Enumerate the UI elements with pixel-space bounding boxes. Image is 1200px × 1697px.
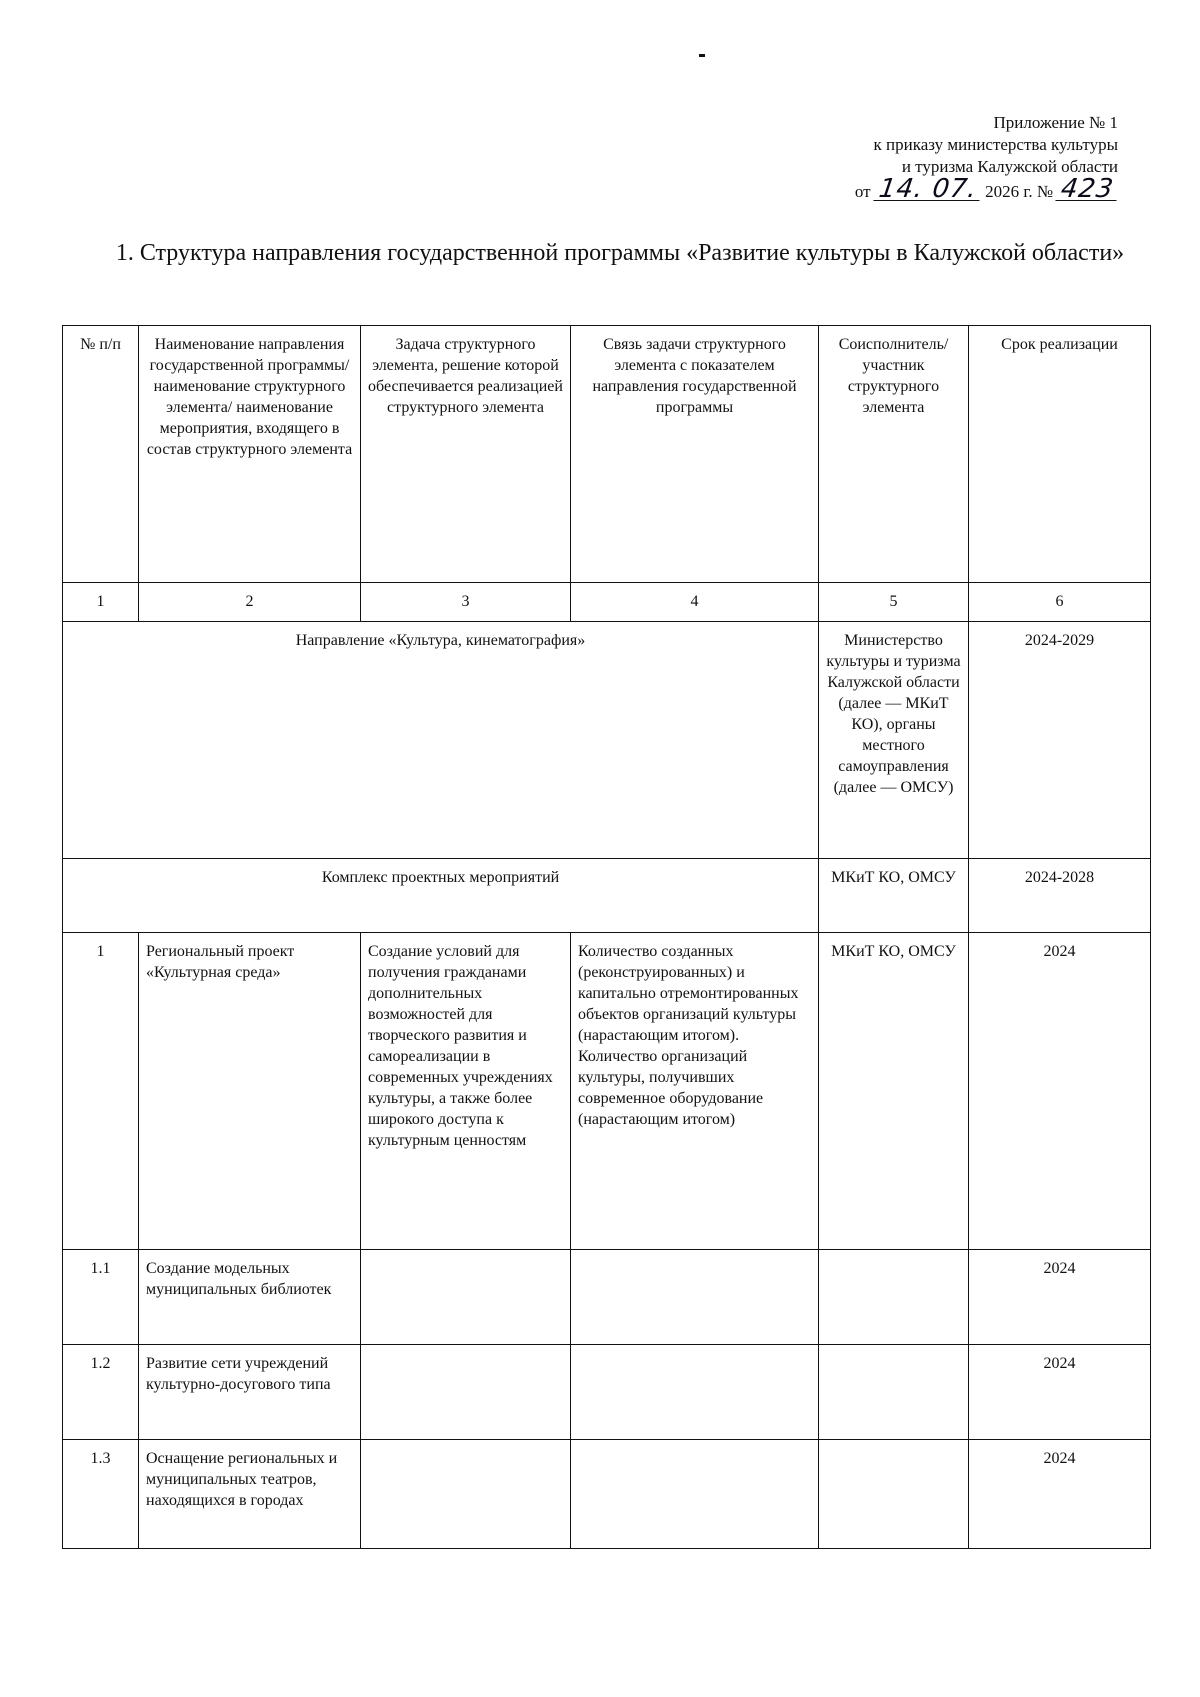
table-row [63, 1345, 1151, 1440]
complex-name: Комплекс проектных мероприятий [63, 859, 819, 933]
header-cell-link: Связь задачи структурного элемента с показателем направления государственной программы [571, 326, 819, 583]
appendix-date-line [698, 174, 1118, 204]
table-row [63, 1250, 1151, 1345]
header-cell-number: № п/п [63, 326, 139, 583]
column-number: 3 [361, 583, 571, 622]
row-executor [819, 1345, 969, 1440]
complex-row [63, 859, 1151, 933]
row-number: 1.3 [63, 1440, 139, 1549]
header-cell-executor: Соисполнитель/ участник структурного элемента [819, 326, 969, 583]
row-link [571, 1345, 819, 1440]
column-number: 5 [819, 583, 969, 622]
row-task [361, 1345, 571, 1440]
row-link [571, 1250, 819, 1345]
appendix-line-2: к приказу министерства культуры [873, 135, 1118, 154]
structure-table [62, 325, 1151, 1549]
direction-period: 2024-2029 [969, 622, 1151, 859]
header-cell-task: Задача структурного элемента, решение которой обеспечивается реализацией структурного элемента [361, 326, 571, 583]
row-task [361, 1250, 571, 1345]
row-period: 2024 [969, 1345, 1151, 1440]
column-number: 6 [969, 583, 1151, 622]
row-executor [819, 1250, 969, 1345]
row-task [361, 1440, 571, 1549]
appendix-block [698, 112, 1118, 203]
row-task: Создание условий для получения гражданами дополнительных возможностей для творческого развития и самореализации в современных учреждениях культуры, а также более широкого доступа к культурным ценностям [361, 933, 571, 1250]
column-number: 2 [139, 583, 361, 622]
row-link [571, 1440, 819, 1549]
table-row [63, 933, 1151, 1250]
appendix-line-3: и туризма Калужской области [901, 157, 1118, 176]
handwritten-number: 423 [1056, 178, 1120, 201]
row-period: 2024 [969, 1250, 1151, 1345]
row-name: Создание модельных муниципальных библиотек [139, 1250, 361, 1345]
row-number: 1.2 [63, 1345, 139, 1440]
row-period: 2024 [969, 1440, 1151, 1549]
handwritten-date: 14. 07. [873, 178, 982, 201]
direction-row [63, 622, 1151, 859]
complex-executor: МКиТ КО, ОМСУ [819, 859, 969, 933]
complex-period: 2024-2028 [969, 859, 1151, 933]
direction-executor: Министерство культуры и туризма Калужской области (далее — МКиТ КО), органы местного самоуправления (далее — ОМСУ) [819, 622, 969, 859]
column-number-row [63, 583, 1151, 622]
direction-name: Направление «Культура, кинематография» [63, 622, 819, 859]
row-number: 1 [63, 933, 139, 1250]
row-period: 2024 [969, 933, 1151, 1250]
row-link: Количество созданных (реконструированных) и капитально отремонтированных объектов организаций культуры (нарастающим итогом). Количество организаций культуры, получивших современное оборудование (нарастающим итогом) [571, 933, 819, 1250]
scan-artifact-dot [699, 54, 705, 57]
row-executor: МКиТ КО, ОМСУ [819, 933, 969, 1250]
table-row [63, 1440, 1151, 1549]
appendix-line-1: Приложение № 1 [993, 113, 1118, 132]
date-year: 2026 г. № [985, 182, 1054, 201]
date-prefix: от [854, 182, 871, 201]
table-header-row [63, 326, 1151, 583]
row-name: Развитие сети учреждений культурно-досугового типа [139, 1345, 361, 1440]
row-name: Региональный проект «Культурная среда» [139, 933, 361, 1250]
row-name: Оснащение региональных и муниципальных театров, находящихся в городах [139, 1440, 361, 1549]
document-title: 1. Структура направления государственной программы «Развитие культуры в Калужской области» [115, 240, 1125, 266]
header-cell-name: Наименование направления государственной программы/ наименование структурного элемента/ наименование мероприятия, входящего в состав структурного элемента [139, 326, 361, 583]
row-executor [819, 1440, 969, 1549]
column-number: 1 [63, 583, 139, 622]
row-number: 1.1 [63, 1250, 139, 1345]
header-cell-period: Срок реализации [969, 326, 1151, 583]
column-number: 4 [571, 583, 819, 622]
